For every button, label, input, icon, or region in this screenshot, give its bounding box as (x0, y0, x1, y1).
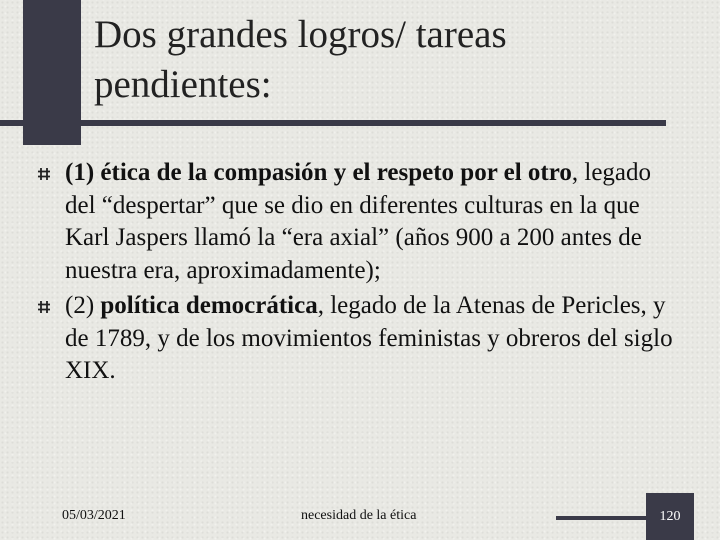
footer-divider (556, 516, 646, 520)
item-2-bold-text: política democrática (100, 292, 318, 319)
item-1-bold-text: (1) ética de la compasión y el respeto por el otro (65, 159, 572, 186)
list-item (38, 290, 678, 388)
page-number: 120 (646, 493, 694, 540)
list-item (38, 157, 678, 287)
hash-bullet-icon (38, 168, 50, 180)
slide-title (94, 10, 694, 110)
title-line-1: Dos grandes logros/ tareas (94, 13, 507, 56)
item-2-text: , legado de la Atenas de Pericles, y de 1789, y de los movimientos feministas y obreros del siglo XIX. (65, 292, 673, 384)
bullet-list (38, 157, 678, 391)
title-line-2: pendientes: (94, 63, 272, 106)
hash-bullet-icon (38, 301, 50, 313)
footer-caption: necesidad de la ética (301, 508, 417, 523)
item-1-text: , legado del “despertar” que se dio en diferentes culturas en la que Karl Jaspers llamó la “era axial” (años 900 a 200 antes de nuestra era, aproximadamente); (65, 159, 652, 284)
item-2-prefix: (2) (65, 292, 101, 319)
footer-date: 05/03/2021 (62, 508, 126, 523)
title-divider (0, 120, 666, 126)
